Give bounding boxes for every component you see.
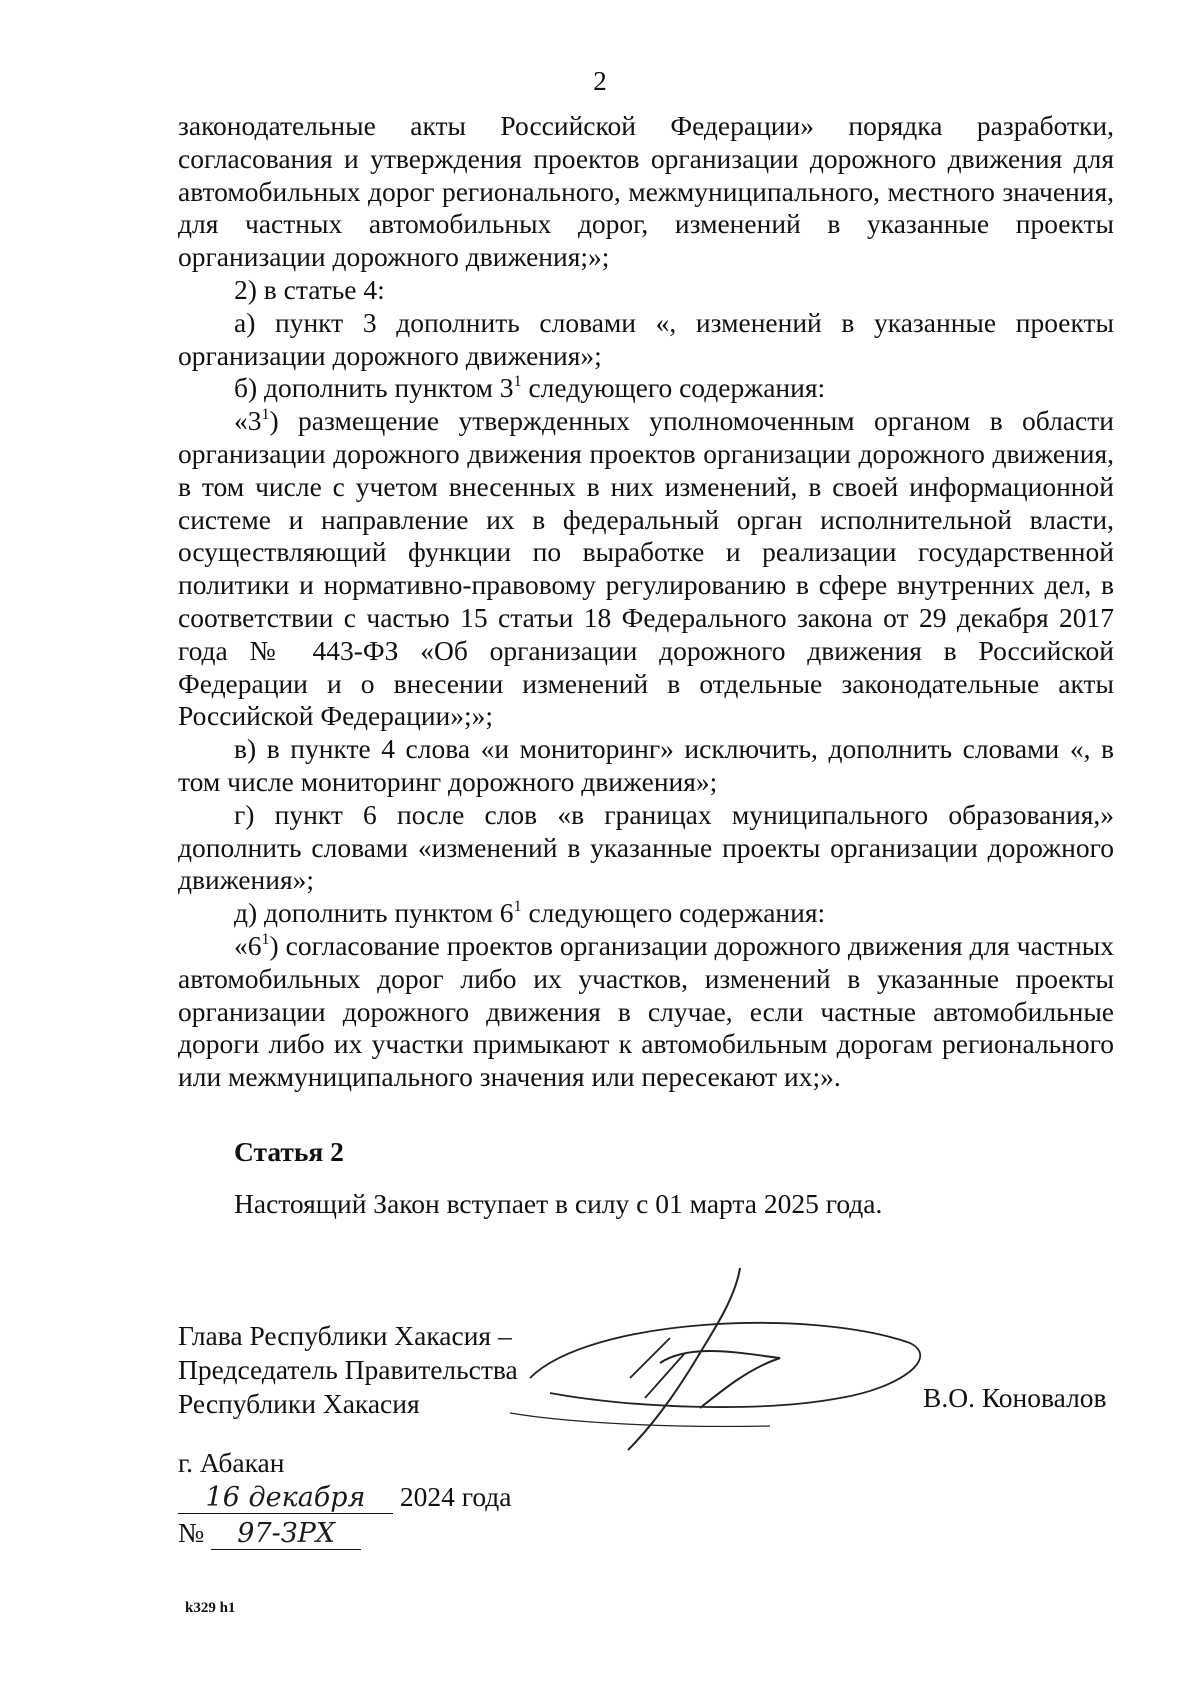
paragraph-item-a: а) пункт 3 дополнить словами «, изменений в указанные проекты организации дорожного движения»; bbox=[178, 306, 1114, 371]
signature-stroke bbox=[530, 1323, 920, 1407]
paragraph-item-g: г) пункт 6 после слов «в границах муниципального образования,» дополнить словами «изменений в указанные проекты организации дорожного движения»; bbox=[178, 798, 1114, 896]
paragraph-article-4: 2) в статье 4: bbox=[234, 273, 385, 305]
superscript: 1 bbox=[513, 373, 522, 391]
point-6-1-text: ) согласование проектов организации дорожного движения для частных автомобильных дорог либо их участков, изменений в указанные проекты организации дорожного движения в случае, если частные автомобильные дороги либо их участки примыкают к автомобильным дорогам регионального или межмуниципального значения или пересекают их;». bbox=[178, 929, 1114, 1093]
item-b-text: б) дополнить пунктом 3 bbox=[234, 372, 514, 404]
item-d-tail: следующего содержания: bbox=[521, 897, 826, 929]
point-6-1-prefix: «6 bbox=[234, 929, 262, 961]
superscript: 1 bbox=[261, 930, 270, 948]
paragraph-item-d bbox=[178, 897, 1114, 930]
paragraph-point-3-1 bbox=[178, 405, 1114, 733]
handwritten-date: 16 декабря bbox=[178, 1483, 393, 1514]
paragraph-continuation: законодательные акты Российской Федерации» порядка разработки, согласования и утверждения проектов организации дорожного движения для автомобильных дорог регионального, межмуниципального, местного значения, для частных автомобильных дорог, изменений в указанные проекты организации дорожного движения;»; bbox=[178, 110, 1114, 273]
date-year: 2024 года bbox=[393, 1481, 512, 1512]
signatory-title-line: Председатель Правительства bbox=[178, 1354, 518, 1385]
point-3-1-prefix: «3 bbox=[234, 405, 262, 437]
handwritten-signature bbox=[510, 1258, 930, 1458]
superscript: 1 bbox=[513, 898, 522, 916]
signature-stroke bbox=[628, 1268, 740, 1450]
paragraph-point-6-1 bbox=[178, 930, 1114, 1094]
article-2-heading: Статья 2 bbox=[234, 1136, 344, 1167]
handwritten-number: 97-ЗРХ bbox=[211, 1519, 361, 1550]
item-b-tail: следующего содержания: bbox=[521, 372, 826, 404]
signatory-title bbox=[178, 1319, 518, 1421]
superscript: 1 bbox=[261, 406, 270, 424]
point-3-1-text: ) размещение утвержденных уполномоченным органом в области организации дорожного движения проектов организации дорожного движения, в том числе с учетом внесенных в них изменений, в своей информационной системе и направление их в федеральный орган исполнительной власти, осуществляющий функции по выработке и реализации государственной политики и нормативно-правовому регулированию в сфере внутренних дел, в соответствии с частью 15 статьи 18 Федерального закона от 29 декабря 2017 года № 443-ФЗ «Об организации дорожного движения в Российской Федерации и о внесении изменений в отдельные законодательные акты Российской Федерации»;»; bbox=[178, 405, 1114, 732]
signatory-title-line: Республики Хакасия bbox=[178, 1388, 420, 1419]
article-2-text: Настоящий Закон вступает в силу с 01 марта 2025 года. bbox=[234, 1188, 883, 1219]
paragraph-item-b bbox=[178, 372, 1114, 405]
document-code: k329 h1 bbox=[185, 1600, 236, 1616]
page-number: 2 bbox=[593, 66, 607, 96]
document-body bbox=[178, 110, 1114, 1094]
signing-date bbox=[178, 1481, 512, 1514]
place-of-signing: г. Абакан bbox=[178, 1447, 285, 1478]
item-d-text: д) дополнить пунктом 6 bbox=[234, 897, 514, 929]
number-sign: № bbox=[178, 1517, 212, 1548]
law-number bbox=[178, 1517, 361, 1550]
paragraph-item-v: в) в пункте 4 слова «и мониторинг» исключить, дополнить словами «, в том числе мониторинг дорожного движения»; bbox=[178, 733, 1114, 797]
signature-stroke bbox=[510, 1413, 770, 1426]
signatory-name: В.О. Коновалов bbox=[923, 1382, 1107, 1413]
signatory-title-line: Глава Республики Хакасия – bbox=[178, 1320, 512, 1351]
